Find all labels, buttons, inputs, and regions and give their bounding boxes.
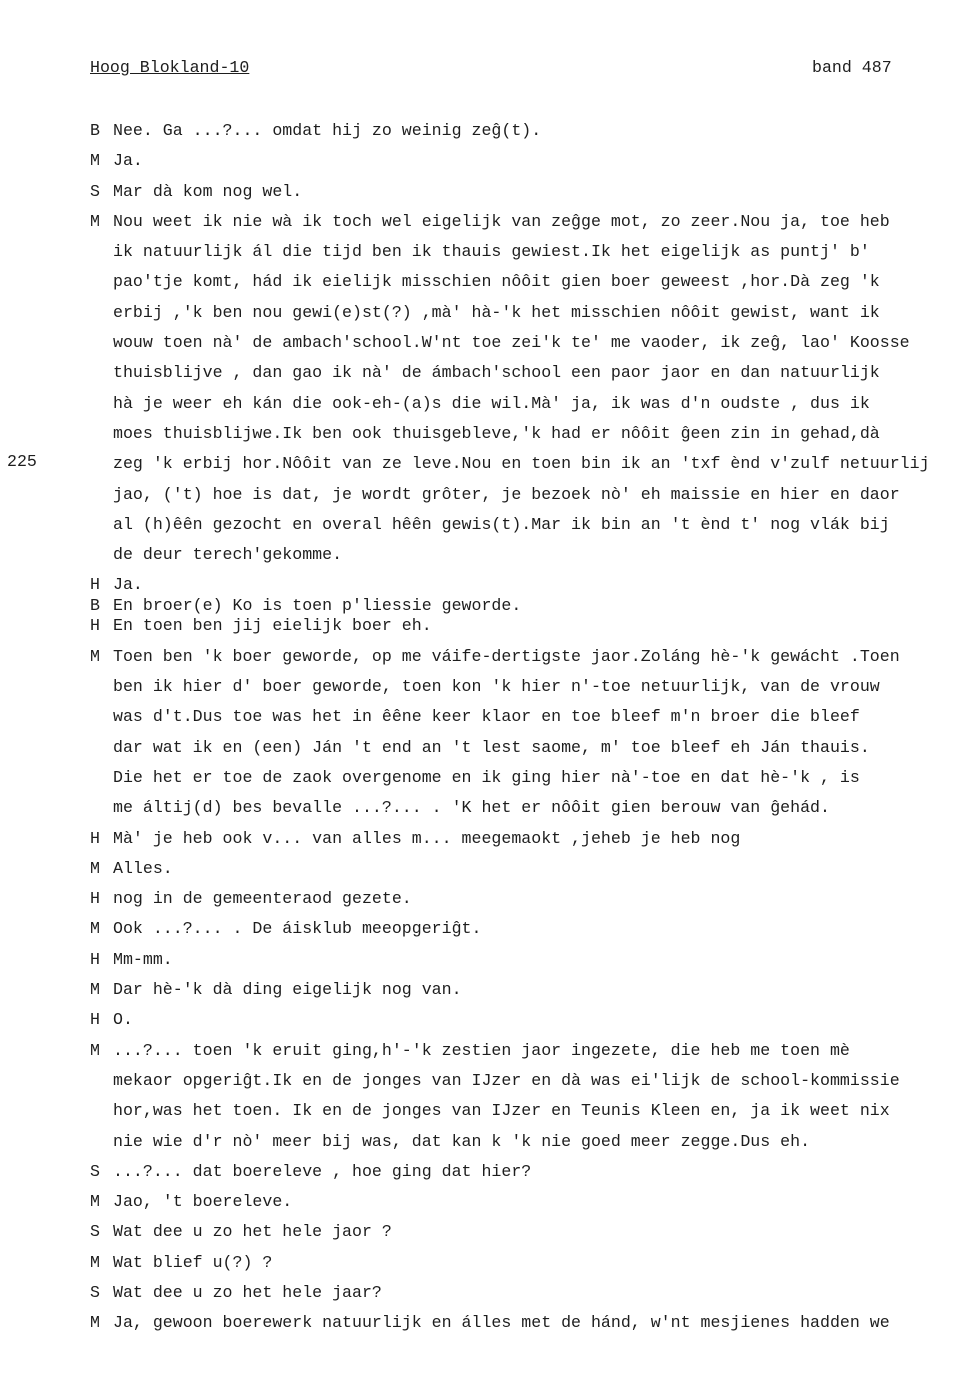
speaker-label: M — [90, 151, 100, 171]
transcript-line — [90, 796, 979, 826]
speaker-label: M — [90, 1313, 100, 1333]
line-text: ik natuurlijk ál die tijd ben ik thauis gewiest.Ik het eigelijk as puntj' b' — [113, 242, 870, 262]
line-text: Jao, 't boereleve. — [113, 1192, 293, 1212]
speaker-label — [90, 331, 113, 361]
speaker-label: H — [90, 828, 100, 848]
transcript-body — [90, 119, 979, 1342]
speaker-label: M — [90, 858, 100, 878]
transcript-line — [90, 675, 979, 705]
line-text: de deur terech'gekomme. — [113, 545, 343, 565]
transcript-line — [90, 240, 979, 270]
transcript-line — [90, 483, 979, 513]
line-text: hà je weer eh kán die ook-eh-(a)s die wil.Mà' ja, ik was d'n oudste , dus ik — [113, 393, 870, 413]
transcript-line — [90, 1130, 979, 1160]
transcript-line — [90, 766, 979, 796]
line-text: al (h)êên gezocht en overal hêên gewis(t).Mar ik bin an 't ènd t' nog vlák bij — [113, 514, 890, 534]
transcript-line — [90, 392, 979, 422]
line-text: erbij ,'k ben nou gewi(e)st(?) ,mà' hà-'k het misschien nôôit gewist, want ik — [113, 302, 880, 322]
speaker-label — [90, 1099, 113, 1129]
transcript-line — [90, 736, 979, 766]
speaker-label: M — [90, 1192, 100, 1212]
transcript-line — [90, 513, 979, 543]
line-text: Alles. — [113, 858, 173, 878]
band-number: band 487 — [812, 58, 892, 77]
speaker-label: S — [90, 1161, 100, 1181]
speaker-label: S — [90, 181, 100, 201]
speaker-label: H — [90, 949, 100, 969]
line-text: Die het er toe de zaok overgenome en ik ging hier nà'-toe en dat hè-'k , is — [113, 767, 860, 787]
speaker-label: M — [90, 919, 100, 939]
speaker-label — [90, 1069, 113, 1099]
transcript-line — [90, 270, 979, 300]
line-text: me áltij(d) bes bevalle ...?... . 'K het er nôôit gien berouw van ĝehád. — [113, 798, 830, 818]
speaker-label: M — [90, 1252, 100, 1272]
transcript-line — [90, 1069, 979, 1099]
speaker-label — [90, 1130, 113, 1160]
speaker-label — [90, 513, 113, 543]
speaker-label — [90, 422, 113, 452]
transcript-line — [90, 827, 979, 857]
transcript-line — [90, 594, 979, 615]
transcript-line — [90, 149, 979, 179]
speaker-label: M — [90, 1040, 100, 1060]
transcript-line — [90, 119, 979, 149]
transcript-line — [90, 614, 979, 644]
line-text: En broer(e) Ko is toen p'liessie geworde. — [113, 595, 522, 615]
line-text: Dar hè-'k dà ding eigelijk nog van. — [113, 980, 462, 1000]
line-text: Mm-mm. — [113, 949, 173, 969]
transcript-line — [90, 543, 979, 573]
speaker-label — [90, 301, 113, 331]
line-text: Wat dee u zo het hele jaor ? — [113, 1222, 392, 1242]
line-text: Nee. Ga ...?... omdat hij zo weinig zeĝ(t). — [113, 121, 542, 140]
transcript-line — [90, 180, 979, 210]
line-text: Mar dà kom nog wel. — [113, 181, 303, 201]
line-text: jao, ('t) hoe is dat, je wordt grôter, je bezoek nò' eh maissie en hier en daor — [113, 484, 900, 504]
line-text: Mà' je heb ook v... van alles m... meegemaokt ,jeheb je heb nog — [113, 828, 741, 848]
line-text: Ja, gewoon boerewerk natuurlijk en álles met de hánd, w'nt mesjienes hadden we — [113, 1313, 890, 1333]
speaker-label — [90, 270, 113, 300]
line-text: zeg 'k erbij hor.Nôôit van ze leve.Nou en toen bin ik an 'txf ènd v'zulf netuurlij — [113, 454, 930, 474]
speaker-label: H — [90, 1010, 100, 1030]
speaker-label: S — [90, 1222, 100, 1242]
speaker-label: H — [90, 616, 100, 636]
transcript-line — [90, 422, 979, 452]
transcript-line — [90, 917, 979, 947]
speaker-label — [90, 675, 113, 705]
transcript-line — [90, 1190, 979, 1220]
line-text: Ja. — [113, 575, 143, 595]
speaker-label — [90, 361, 113, 391]
speaker-label: S — [90, 1282, 100, 1302]
transcript-line — [90, 645, 979, 675]
speaker-label — [90, 392, 113, 422]
line-text: nie wie d'r nò' meer bij was, dat kan k 'k nie goed meer zegge.Dus eh. — [113, 1131, 811, 1151]
speaker-label: H — [90, 575, 100, 595]
line-text: Nou weet ik nie wà ik toch wel eigelijk van zeĝge mot, zo zeer.Nou ja, toe heb — [113, 211, 890, 231]
speaker-label — [90, 483, 113, 513]
line-text: ben ik hier d' boer geworde, toen kon 'k hier n'-toe netuurlijk, van de vrouw — [113, 677, 880, 697]
transcript-line — [90, 1008, 979, 1038]
line-text: Ja. — [113, 151, 143, 171]
line-text: mekaor opgeriĝt.Ik en de jonges van IJzer en dà was ei'lijk de school-kommissie — [113, 1070, 900, 1090]
transcript-line — [90, 1160, 979, 1190]
line-text: hor,was het toen. Ik en de jonges van IJzer en Teunis Kleen en, ja ik weet nix — [113, 1101, 890, 1121]
transcript-line — [90, 1220, 979, 1250]
line-text: Wat dee u zo het hele jaar? — [113, 1282, 382, 1302]
speaker-label — [90, 240, 113, 270]
transcript-line — [90, 705, 979, 735]
line-text: O. — [113, 1010, 133, 1030]
speaker-label: M — [90, 980, 100, 1000]
line-text: nog in de gemeenteraod gezete. — [113, 889, 412, 909]
line-text: pao'tje komt, hád ik eielijk misschien nôôit gien boer geweest ,hor.Dà zeg 'k — [113, 272, 880, 292]
line-text: ...?... toen 'k eruit ging,h'-'k zestien jaor ingezete, die heb me toen mè — [113, 1040, 850, 1060]
speaker-label: M — [90, 646, 100, 666]
line-text: thuisblijve , dan gao ik nà' de ámbach'school een paor jaor en dan natuurlijk — [113, 363, 880, 383]
transcript-line — [90, 452, 979, 482]
line-text: moes thuisblijwe.Ik ben ook thuisgebleve,'k had er nôôit ĝeen zin in gehad,dà — [113, 423, 880, 443]
transcript-line — [90, 361, 979, 391]
transcript-line — [90, 301, 979, 331]
margin-counter: 225 — [7, 452, 37, 471]
line-text: Wat blief u(?) ? — [113, 1252, 273, 1272]
transcript-line — [90, 857, 979, 887]
transcript-line — [90, 1039, 979, 1069]
line-text: was d't.Dus toe was het in êêne keer klaor en toe bleef m'n broer die bleef — [113, 707, 860, 727]
speaker-label: H — [90, 889, 100, 909]
speaker-label — [90, 705, 113, 735]
speaker-label — [90, 766, 113, 796]
line-text: En toen ben jij eielijk boer eh. — [113, 616, 432, 636]
transcript-line — [90, 573, 979, 594]
speaker-label — [90, 452, 113, 482]
speaker-label — [90, 796, 113, 826]
line-text: wouw toen nà' de ambach'school.W'nt toe zei'k te' me vaoder, ik zeĝ, lao' Koosse — [113, 333, 910, 353]
transcript-line — [90, 1251, 979, 1281]
transcript-line — [90, 1099, 979, 1129]
speaker-label — [90, 736, 113, 766]
line-text: Ook ...?... . De áisklub meeopgeriĝt. — [113, 919, 482, 939]
transcript-line — [90, 887, 979, 917]
speaker-label: B — [90, 595, 100, 615]
document-title: Hoog Blokland-10 — [90, 58, 250, 77]
line-text: dar wat ik en (een) Ján 't end an 't lest saome, m' toe bleef eh Ján thauis. — [113, 737, 870, 757]
transcript-line — [90, 948, 979, 978]
transcript-line — [90, 1311, 979, 1341]
speaker-label: B — [90, 121, 100, 140]
transcript-line — [90, 978, 979, 1008]
line-text: Toen ben 'k boer geworde, op me váife-dertigste jaor.Zoláng hè-'k gewácht .Toen — [113, 646, 900, 666]
transcript-line — [90, 331, 979, 361]
speaker-label: M — [90, 211, 100, 231]
line-text: ...?... dat boereleve , hoe ging dat hier? — [113, 1161, 532, 1181]
transcript-line — [90, 1281, 979, 1311]
speaker-label — [90, 543, 113, 573]
transcript-line — [90, 210, 979, 240]
